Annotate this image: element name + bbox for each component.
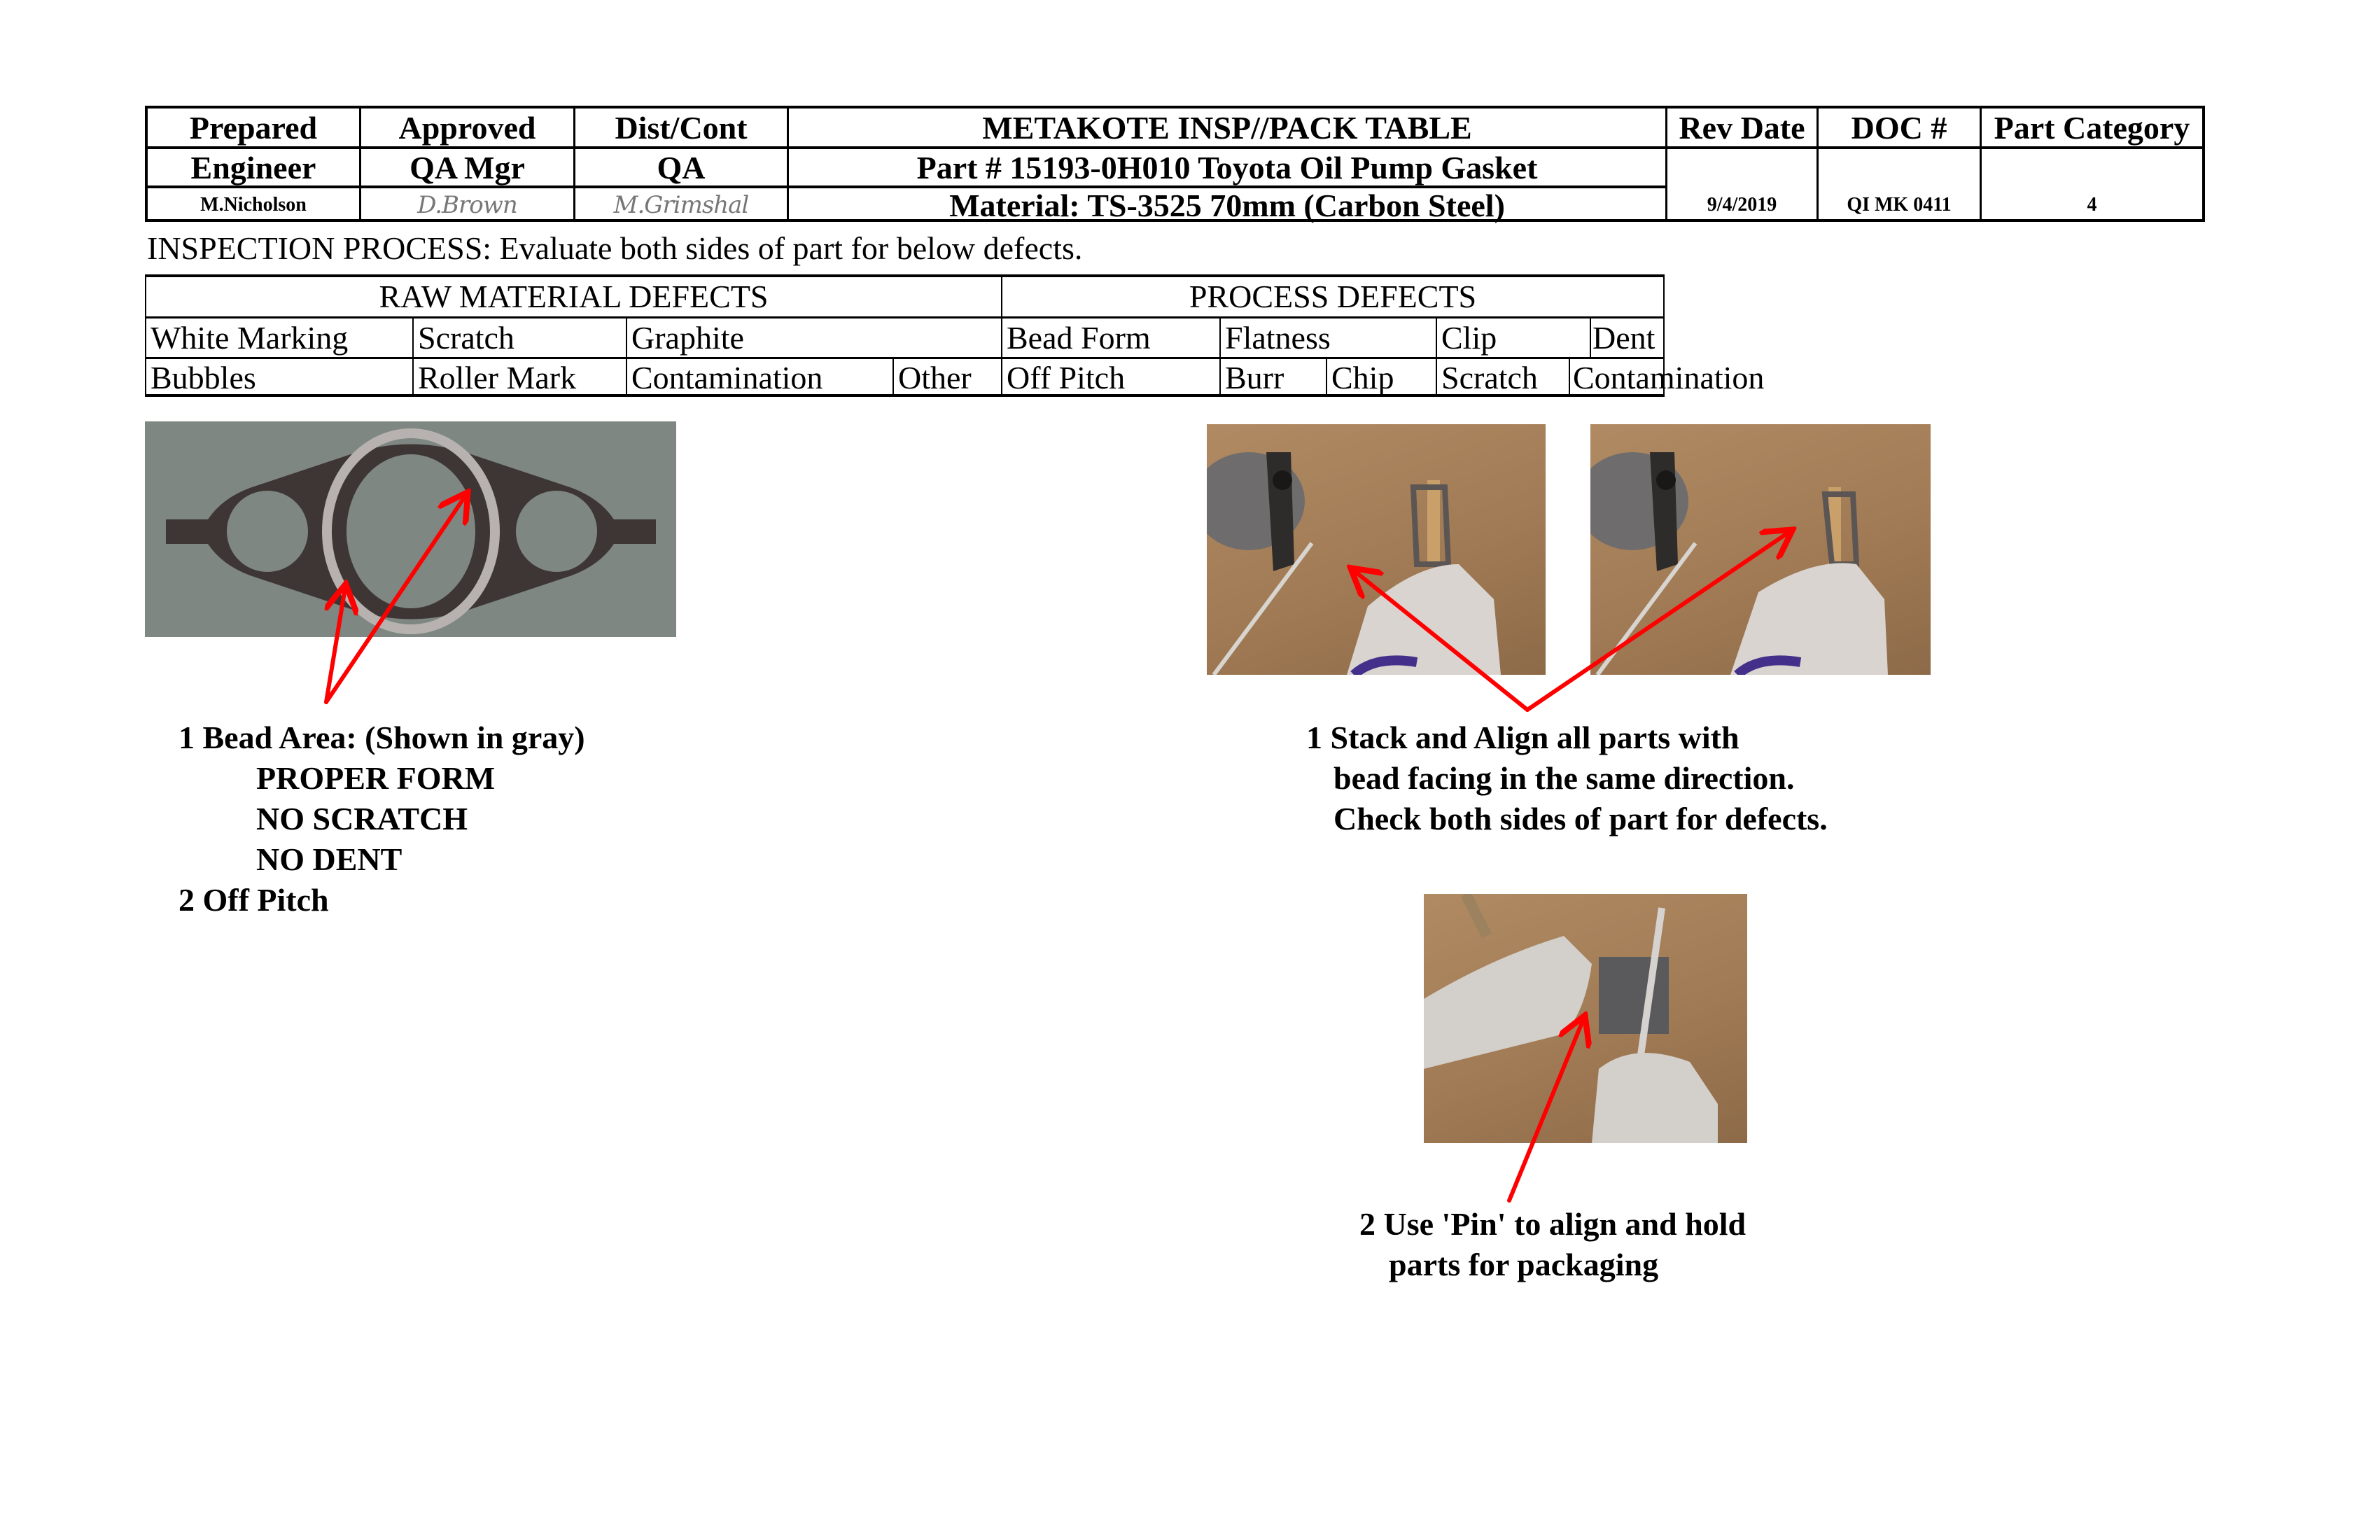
- defect-flatness: Flatness: [1221, 318, 1437, 359]
- stack-align-instruction-line3: Check both sides of part for defects.: [1334, 801, 1828, 836]
- bead-area-instruction: 1 Bead Area: (Shown in gray): [178, 720, 585, 755]
- defect-off-pitch: Off Pitch: [1002, 359, 1221, 397]
- prepared-role: Engineer: [148, 149, 361, 188]
- defect-white-marking: White Marking: [146, 318, 414, 359]
- gasket-illustration: [145, 421, 676, 637]
- no-scratch-instruction: NO SCRATCH: [256, 801, 468, 836]
- rev-date-label: Rev Date: [1667, 108, 1819, 149]
- prepared-name: M.Nicholson: [148, 188, 361, 222]
- pin-packaging-photo: [1424, 894, 1747, 1143]
- doc-number-value: QI MK 0411: [1819, 149, 1982, 222]
- material-line: Material: TS-3525 70mm (Carbon Steel): [789, 188, 1667, 222]
- document-title: METAKOTE INSP//PACK TABLE: [789, 108, 1667, 149]
- part-number-line: Part # 15193-0H010 Toyota Oil Pump Gasket: [789, 149, 1667, 188]
- doc-number-label: DOC #: [1819, 108, 1982, 149]
- approved-label: Approved: [361, 108, 575, 149]
- photo-2-illustration: [1590, 424, 1931, 675]
- defect-bubbles: Bubbles: [146, 359, 414, 397]
- rev-date-value: 9/4/2019: [1667, 149, 1819, 222]
- dist-cont-role: QA: [575, 149, 789, 188]
- stack-align-instruction-line2: bead facing in the same direction.: [1334, 760, 1795, 796]
- defect-dent: Dent: [1591, 318, 1663, 359]
- gasket-photo: [145, 421, 676, 637]
- defect-contamination-raw: Contamination: [627, 359, 894, 397]
- approved-signature: D.Brown: [361, 188, 575, 222]
- stack-align-instruction-line1: 1 Stack and Align all parts with: [1306, 720, 1740, 755]
- photo-3-illustration: [1424, 894, 1747, 1143]
- use-pin-instruction-line1: 2 Use 'Pin' to align and hold: [1359, 1206, 1746, 1242]
- defect-scratch: Scratch: [414, 318, 627, 359]
- dist-cont-label: Dist/Cont: [575, 108, 789, 149]
- approved-role: QA Mgr: [361, 149, 575, 188]
- inspection-process-text: INSPECTION PROCESS: Evaluate both sides of part for below defects.: [147, 230, 1083, 266]
- defect-chip: Chip: [1327, 359, 1437, 397]
- header-table: [145, 106, 2205, 222]
- defect-burr: Burr: [1221, 359, 1327, 397]
- part-category-label: Part Category: [1982, 108, 2202, 149]
- defect-graphite: Graphite: [627, 318, 1002, 359]
- prepared-label: Prepared: [148, 108, 361, 149]
- defects-table: [145, 274, 1765, 397]
- raw-material-defects-header: RAW MATERIAL DEFECTS: [146, 277, 1002, 318]
- no-dent-instruction: NO DENT: [256, 841, 402, 877]
- dist-cont-signature: M.Grimshal: [575, 188, 789, 222]
- defect-scratch-process: Scratch: [1437, 359, 1570, 397]
- photo-1-illustration: [1207, 424, 1546, 675]
- stack-align-photo-2: [1590, 424, 1931, 675]
- defect-bead-form: Bead Form: [1002, 318, 1221, 359]
- stack-align-photo-1: [1207, 424, 1546, 675]
- part-category-value: 4: [2087, 194, 2097, 216]
- defect-contamination-process: Contamination: [1573, 360, 1765, 396]
- proper-form-instruction: PROPER FORM: [256, 760, 496, 796]
- defect-other: Other: [894, 359, 1002, 397]
- defect-clip: Clip: [1437, 318, 1591, 359]
- defect-roller-mark: Roller Mark: [414, 359, 627, 397]
- use-pin-instruction-line2: parts for packaging: [1389, 1247, 1659, 1282]
- process-defects-header: PROCESS DEFECTS: [1002, 277, 1663, 318]
- off-pitch-instruction: 2 Off Pitch: [178, 882, 329, 918]
